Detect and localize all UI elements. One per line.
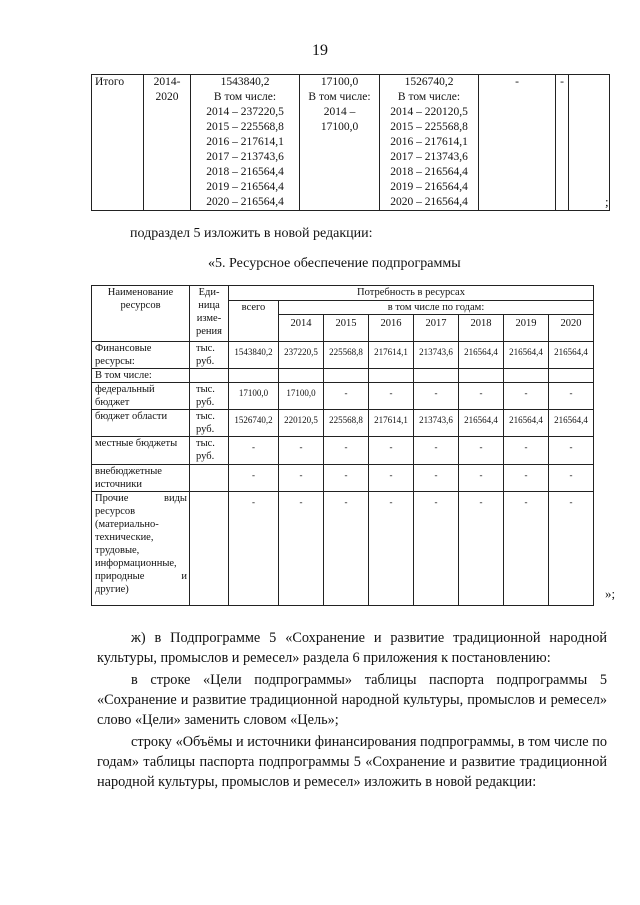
row-value: - <box>324 492 369 606</box>
row-value: 225568,8 <box>324 342 369 369</box>
row-value <box>414 369 459 383</box>
header-years-label: в том числе по годам: <box>279 301 594 315</box>
regional-line: 1526740,2 <box>404 76 454 88</box>
row-value: - <box>324 437 369 465</box>
row-name: местные бюджеты <box>92 437 190 465</box>
row-value: 217614,1 <box>369 342 414 369</box>
row-value: - <box>549 383 594 410</box>
total-line: 2019 – 216564,4 <box>206 181 284 193</box>
row-value <box>549 369 594 383</box>
totals-period: 2014- 2020 <box>144 75 191 211</box>
header-total: всего <box>229 301 279 342</box>
row-unit: тыс. руб. <box>190 383 229 410</box>
row-value: 220120,5 <box>279 410 324 437</box>
row-value: - <box>459 492 504 606</box>
total-line: 2020 – 216564,4 <box>206 196 284 208</box>
totals-local: - <box>479 75 556 211</box>
row-unit <box>190 465 229 492</box>
row-value: - <box>324 465 369 492</box>
row-value: - <box>279 437 324 465</box>
table-row <box>92 492 594 606</box>
row-value: - <box>459 465 504 492</box>
totals-federal <box>300 75 380 211</box>
table-row <box>92 383 594 410</box>
row-value: 216564,4 <box>549 410 594 437</box>
row-value: - <box>414 383 459 410</box>
totals-regional <box>380 75 479 211</box>
row-value: 17100,0 <box>279 383 324 410</box>
row-value: - <box>279 492 324 606</box>
row-value: 237220,5 <box>279 342 324 369</box>
total-line: 2017 – 213743,6 <box>206 151 284 163</box>
totals-table <box>91 74 610 211</box>
row-unit: тыс. руб. <box>190 437 229 465</box>
row-value: - <box>504 383 549 410</box>
totals-label: Итого <box>92 75 144 211</box>
row-value: 216564,4 <box>504 410 549 437</box>
row-unit <box>190 492 229 606</box>
row-name: В том числе: <box>92 369 190 383</box>
row-unit: тыс. руб. <box>190 342 229 369</box>
regional-line: 2014 – 220120,5 <box>390 106 468 118</box>
table-row <box>92 437 594 465</box>
section-heading: «5. Ресурсное обеспечение подпрограммы <box>208 256 461 271</box>
row-value: - <box>279 465 324 492</box>
row-total: - <box>229 492 279 606</box>
total-line: 2016 – 217614,1 <box>206 136 284 148</box>
row-value: - <box>414 465 459 492</box>
row-value: 216564,4 <box>504 342 549 369</box>
row-value <box>504 369 549 383</box>
row-total: 1543840,2 <box>229 342 279 369</box>
row-total: 17100,0 <box>229 383 279 410</box>
paragraph: в строке «Цели подпрограммы» таблицы паспорта подпрограммы 5 «Сохранение и развитие традиционной народной культуры, промыслов и ремесел» слово «Цели» заменить словом «Цель»; <box>97 672 607 728</box>
row-value: - <box>459 437 504 465</box>
row-name: федеральный бюджет <box>92 383 190 410</box>
federal-line: В том числе: <box>308 91 371 103</box>
table-row <box>92 410 594 437</box>
row-total: 1526740,2 <box>229 410 279 437</box>
row-value: - <box>459 383 504 410</box>
row-name: Прочие виды ресурсов (материально-технические, трудовые, информационные, природные и другие) <box>92 492 190 606</box>
total-line: 2014 – 237220,5 <box>206 106 284 118</box>
header-year: 2019 <box>504 315 549 342</box>
resource-table <box>91 285 594 606</box>
row-name: бюджет области <box>92 410 190 437</box>
row-value: 213743,6 <box>414 410 459 437</box>
total-line: 2018 – 216564,4 <box>206 166 284 178</box>
header-year: 2014 <box>279 315 324 342</box>
row-value: - <box>549 437 594 465</box>
row-value <box>459 369 504 383</box>
row-value: 216564,4 <box>459 342 504 369</box>
row-value: - <box>549 492 594 606</box>
total-line: В том числе: <box>213 91 277 103</box>
table-row <box>92 342 594 369</box>
row-total: - <box>229 437 279 465</box>
semicolon: ; <box>605 194 609 209</box>
regional-line: 2015 – 225568,8 <box>390 121 468 133</box>
row-value: - <box>324 383 369 410</box>
row-value: 217614,1 <box>369 410 414 437</box>
federal-line: 17100,0 <box>320 121 359 133</box>
row-value: - <box>414 437 459 465</box>
totals-other: - <box>556 75 569 211</box>
row-value <box>279 369 324 383</box>
federal-line: 2014 – <box>323 106 356 118</box>
header-year: 2020 <box>549 315 594 342</box>
federal-line: 17100,0 <box>320 76 359 88</box>
paragraph: ж) в Подпрограмме 5 «Сохранение и развитие традиционной народной культуры, промыслов и ремесел» раздела 6 приложения к постановлению: <box>97 630 607 666</box>
regional-line: 2016 – 217614,1 <box>390 136 468 148</box>
row-unit: тыс. руб. <box>190 410 229 437</box>
closing-quote: »; <box>605 586 616 601</box>
paragraph: строку «Объёмы и источники финансирования подпрограммы, в том числе по годам» таблицы паспорта подпрограммы 5 «Сохранение и развитие традиционной народной культуры, промыслов и ремесел» изложить в новой редакции: <box>97 734 607 790</box>
row-value: 225568,8 <box>324 410 369 437</box>
row-unit <box>190 369 229 383</box>
totals-all <box>191 75 300 211</box>
row-value: 213743,6 <box>414 342 459 369</box>
row-value: - <box>549 465 594 492</box>
regional-line: 2019 – 216564,4 <box>390 181 468 193</box>
totals-empty <box>569 75 610 211</box>
row-value <box>369 369 414 383</box>
header-year: 2016 <box>369 315 414 342</box>
regional-line: 2018 – 216564,4 <box>390 166 468 178</box>
row-value: 216564,4 <box>549 342 594 369</box>
row-total: - <box>229 465 279 492</box>
row-total <box>229 369 279 383</box>
row-value <box>324 369 369 383</box>
regional-line: 2020 – 216564,4 <box>390 196 468 208</box>
header-year: 2015 <box>324 315 369 342</box>
total-line: 2015 – 225568,8 <box>206 121 284 133</box>
table-row <box>92 369 594 383</box>
row-value: - <box>504 465 549 492</box>
table-row <box>92 465 594 492</box>
regional-line: В том числе: <box>397 91 461 103</box>
row-value: - <box>369 383 414 410</box>
paragraph-intro: подраздел 5 изложить в новой редакции: <box>130 226 373 241</box>
row-value: 216564,4 <box>459 410 504 437</box>
regional-line: 2017 – 213743,6 <box>390 151 468 163</box>
body-text <box>97 628 607 792</box>
header-need: Потребность в ресурсах <box>229 286 594 301</box>
header-name: Наименование ресурсов <box>92 286 190 342</box>
row-name: Финансовые ресурсы: <box>92 342 190 369</box>
row-name: внебюджетные источники <box>92 465 190 492</box>
page-number: 19 <box>312 42 328 59</box>
header-year: 2018 <box>459 315 504 342</box>
row-value: - <box>369 492 414 606</box>
row-value: - <box>369 437 414 465</box>
row-value: - <box>369 465 414 492</box>
total-line: 1543840,2 <box>220 76 270 88</box>
header-unit: Еди- ница изме- рения <box>190 286 229 342</box>
header-year: 2017 <box>414 315 459 342</box>
row-value: - <box>504 437 549 465</box>
row-value: - <box>504 492 549 606</box>
row-value: - <box>414 492 459 606</box>
